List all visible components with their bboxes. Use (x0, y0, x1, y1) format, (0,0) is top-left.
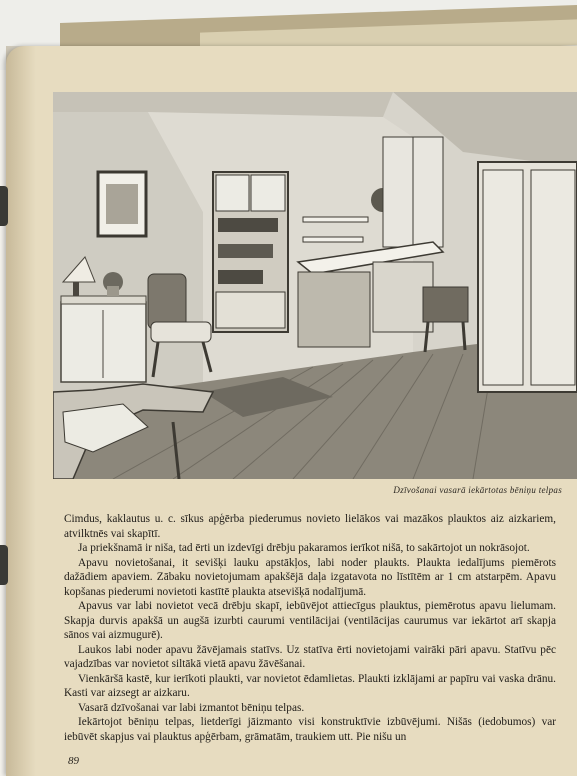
paragraph: Vasarā dzīvošanai var labi izmantot bēniņu telpas. (78, 701, 305, 714)
binding-hole (0, 186, 8, 226)
paragraph: Ja priekšnamā ir niša, tad ērti un izdevīgi drēbju pakaramos ierīkot nišā, to sakārtojot un nokrāsojot. (78, 542, 530, 554)
illustration-caption: Dzīvošanai vasarā iekārtotas bēniņu telpas (393, 485, 562, 495)
paragraph: Iekārtojot bēniņu telpas, lietderīgi jāizmanto visi konstruktīvie izbūvējumi. Nišās (iedobumos) var iebūvēt skapjus vai plauktus apģērbam, grāmatām, traukiem utt. Pie nišu un (64, 716, 556, 743)
paragraph: Apavus var labi novietot vecā drēbju skapī, iebūvējot attiecīgus plauktus, piemērotus apavu lielumam. Skapja durvis apakšā un augšā izurbti caurumi ventilācijai (ventilācijas caurumus var iekārtot arī skapja sānos vai aizmugurē). (64, 600, 556, 641)
page-number: 89 (68, 755, 79, 767)
attic-room-drawing (53, 92, 577, 479)
binding-hole (0, 545, 8, 585)
attic-room-illustration (53, 92, 577, 479)
paragraph: Vienkāršā kastē, kur ierīkoti plaukti, var novietot ēdamlietas. Plaukti izklājami ar papīru vai vaska drānu. Kasti var aizsegt ar aizkaru. (64, 672, 556, 699)
paragraph: Laukos labi noder apavu žāvējamais statīvs. Uz statīva ērti novietojami vairāki pāri apavu. Statīvu pēc vajadzības var novietot siltākā vietā apavu žāvēšanai. (64, 643, 556, 670)
paragraph: Cimdus, kaklautus u. c. sīkus apģērba piederumus novieto lielākos vai mazākos plauktos aiz aizkariem, atvilktnēs vai skapītī. (64, 513, 556, 540)
paragraph: Apavu novietošanai, it sevišķi lauku apstākļos, labi noder plaukts. Plaukta iedalījums piemērots dažādiem apaviem. Zābaku novietojumam apakšējā daļa izgatavota no līstītēm ar 1 cm atstarpēm. Apavu kopšanas piederumi novietoti kastītē plaukta atsevišķā nodalījumā. (64, 556, 556, 598)
body-text (64, 512, 556, 744)
